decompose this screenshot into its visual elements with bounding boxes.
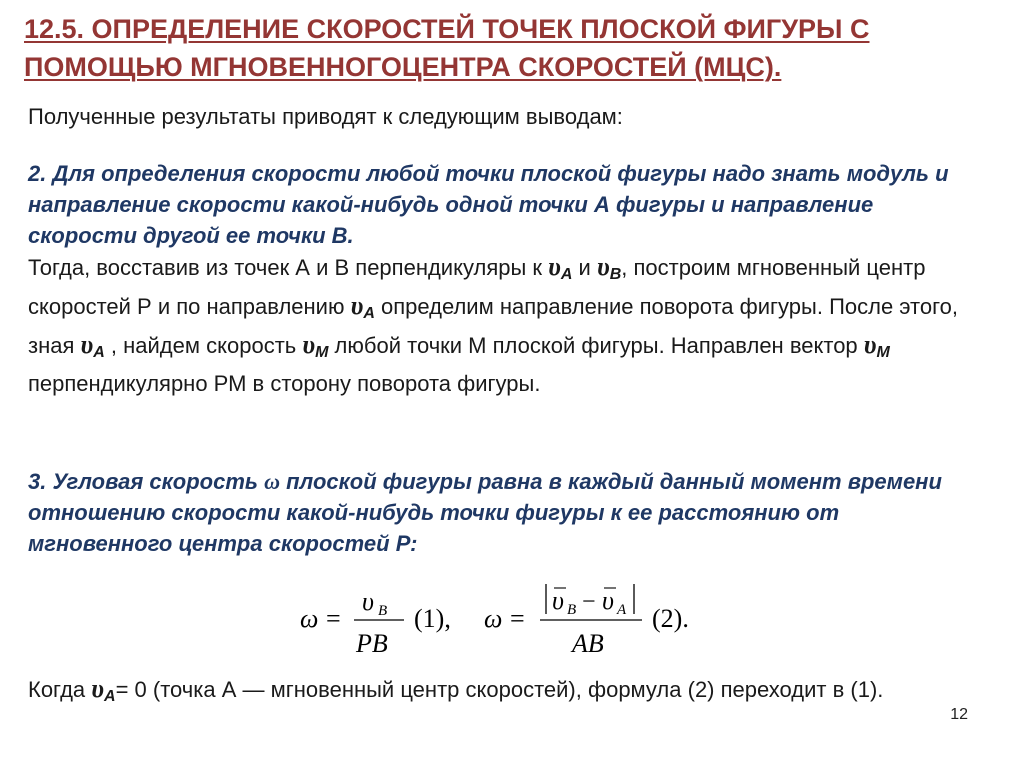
velocity-m-symbol: $\upsilon_M$ bbox=[863, 330, 890, 361]
p2-text-4: определим направление поворота фигуры. После этого, зная bbox=[28, 294, 958, 358]
p3-bold-1: 3. Угловая скорость bbox=[28, 469, 265, 494]
velocity-m-symbol: $\upsilon_M$ bbox=[302, 330, 329, 361]
omega-symbol: ω bbox=[264, 469, 280, 494]
velocity-a-symbol: $\upsilon_A$ bbox=[548, 252, 573, 283]
formula-1-equals: = bbox=[326, 604, 341, 633]
slide-title: 12.5. ОПРЕДЕЛЕНИЕ СКОРОСТЕЙ ТОЧЕК ПЛОСКОЙ ФИГУРЫ С ПОМОЩЬЮ МГНОВЕННОГОЦЕНТРА СКОРОСТЕЙ (МЦС). bbox=[24, 14, 870, 82]
p2-text-5: , найдем скорость bbox=[104, 333, 303, 358]
angular-velocity-formula bbox=[300, 572, 740, 664]
p2-text-2: и bbox=[572, 255, 597, 280]
formula-2-denominator: AB bbox=[572, 629, 604, 658]
formula-2-va: υ bbox=[602, 586, 614, 615]
velocity-b-symbol: $\upsilon_B$ bbox=[596, 252, 622, 283]
p2-text-6: любой точки М плоской фигуры. Направлен вектор bbox=[328, 333, 864, 358]
p2-text-3: , построим мгновенный центр скоростей Р и по направлению bbox=[28, 255, 926, 319]
formula-2-va-sub: A bbox=[617, 602, 627, 618]
formula-2-minus: − bbox=[582, 589, 596, 615]
conclusion-2-heading: 2. Для определения скорости любой точки плоской фигуры надо знать модуль и направление скорости какой-нибудь одной точки А фигуры и направление скорости другой ее точки В. bbox=[28, 161, 949, 248]
formula-1-omega: ω bbox=[300, 604, 319, 633]
p2-text-1: Тогда, восставив из точек А и В перпендикуляры к bbox=[28, 255, 549, 280]
formula-1-denominator: PB bbox=[356, 629, 388, 658]
formula-2-omega: ω bbox=[484, 604, 503, 633]
p3-bold-2: плоской фигуры равна в каждый данный момент времени отношению скорости какой-нибудь точки фигуры к ее расстоянию от мгновенного центра скоростей Р: bbox=[28, 469, 942, 556]
page-number: 12 bbox=[950, 706, 968, 723]
formula-2-vb: υ bbox=[552, 586, 564, 615]
conclusion-2 bbox=[28, 158, 988, 399]
conclusion-3 bbox=[28, 466, 988, 559]
formula-1-numerator: υ bbox=[362, 587, 374, 616]
formula-1-tag: (1), bbox=[414, 604, 451, 633]
velocity-a-symbol: $\upsilon_A$ bbox=[91, 674, 116, 705]
p2-text-7: перпендикулярно РМ в сторону поворота фигуры. bbox=[28, 371, 541, 396]
formula-2-equals: = bbox=[510, 604, 525, 633]
formula-2-tag: (2). bbox=[652, 604, 689, 633]
footer-text-2: = 0 (точка А — мгновенный центр скоростей), формула (2) переходит в (1). bbox=[115, 677, 884, 702]
closing-note bbox=[28, 673, 928, 712]
velocity-a-symbol: $\upsilon_A$ bbox=[80, 330, 105, 361]
intro-text: Полученные результаты приводят к следующим выводам: bbox=[28, 104, 623, 129]
velocity-a-symbol: $\upsilon_A$ bbox=[350, 291, 375, 322]
formula-2-vb-sub: B bbox=[567, 602, 577, 618]
footer-text-1: Когда bbox=[28, 677, 92, 702]
formula-1-numerator-sub: B bbox=[378, 603, 388, 619]
